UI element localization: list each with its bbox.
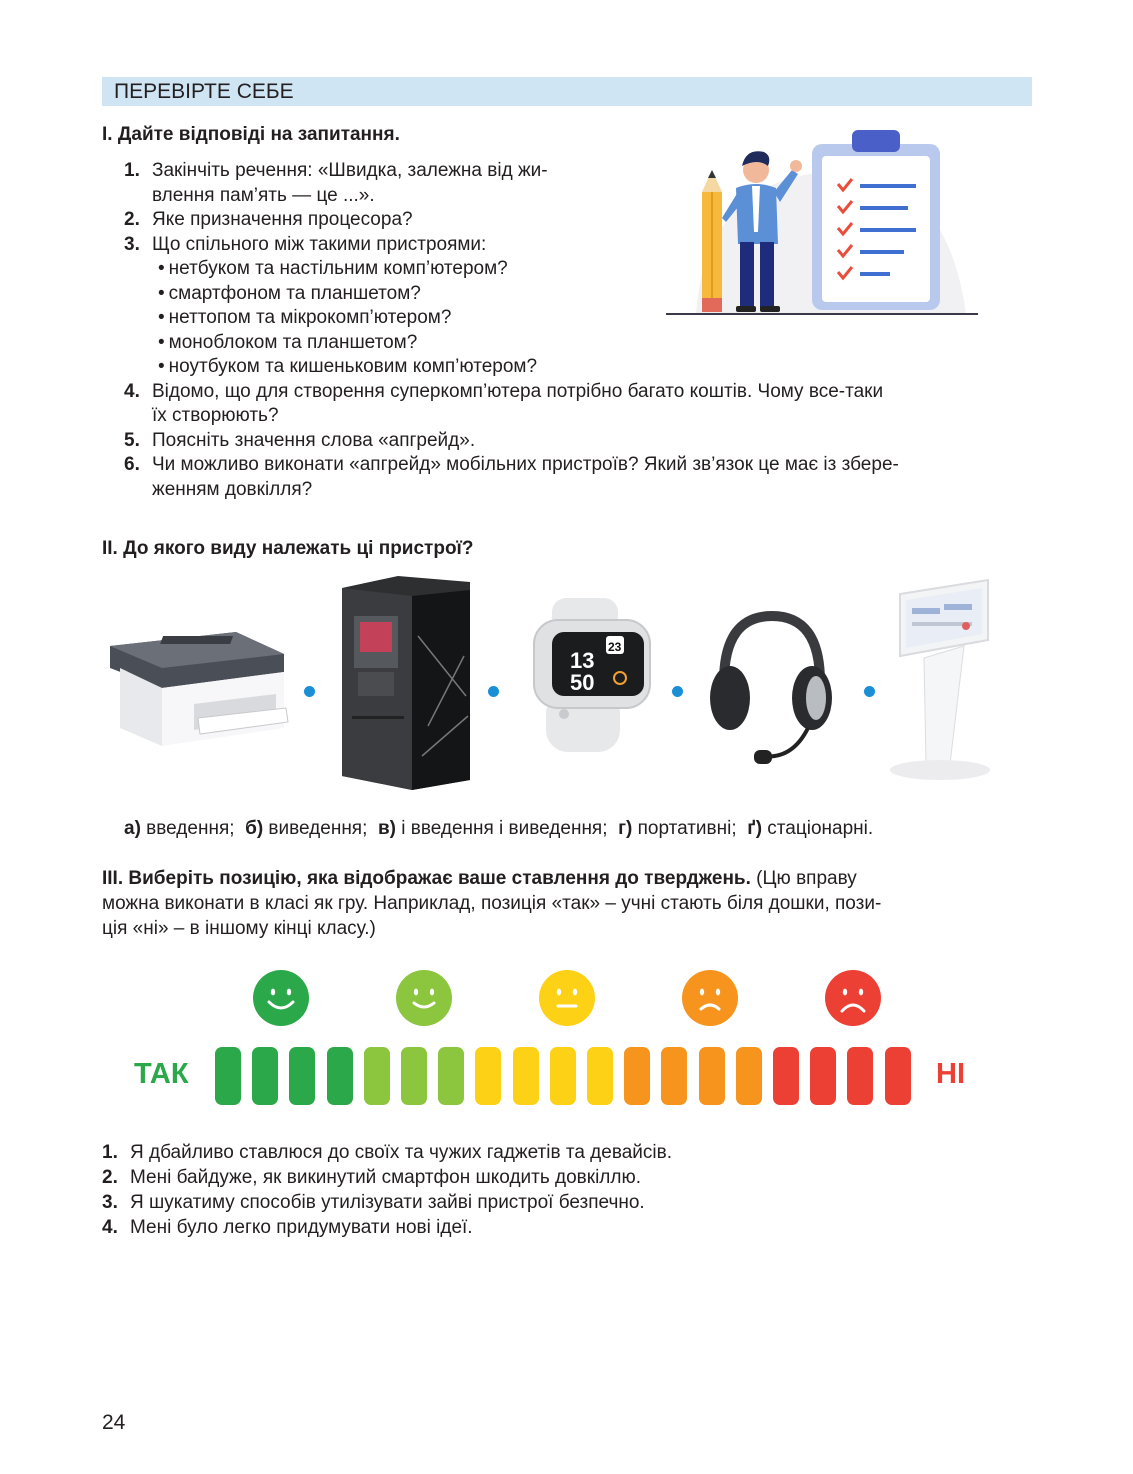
scale-segment [736,1047,762,1105]
scale-segment [847,1047,873,1105]
scale-segment [327,1047,353,1105]
question-line [158,305,451,330]
option-text: портативні; [632,818,748,839]
question-line [124,379,883,404]
question-number: 3. [124,233,140,255]
scale-segment [885,1047,911,1105]
section3-intro-rest: (Цю вправу [750,868,857,889]
scale-segment [661,1047,687,1105]
checklist-illustration [666,122,978,320]
section3-intro-line3: ція «ні» – в іншому кінці класу.) [102,918,376,939]
option-text: стаціонарні. [762,818,874,839]
scale-segment [587,1047,613,1105]
statement-line [102,1140,672,1165]
watch-day: 23 [608,640,622,654]
question-text: Відомо, що для створення суперкомп’ютера потрібно багато коштів. Чому все-таки [152,380,884,402]
watch-hour: 13 [570,648,595,673]
page-number: 24 [102,1411,126,1434]
scale-segment [475,1047,501,1105]
question-line [152,477,312,502]
device-marker-dot [864,686,875,697]
scale-yes-label: ТАК [134,1058,189,1090]
scale-segment [513,1047,539,1105]
question-line [124,207,413,232]
scale-segment [438,1047,464,1105]
question-line [152,403,279,428]
scale-segment [699,1047,725,1105]
statement-text: Я дбайливо ставлюся до своїх та чужих гаджетів та девайсів. [130,1142,672,1163]
question-line [158,330,417,355]
happy-face-icon [396,970,452,1026]
scale-segment [289,1047,315,1105]
question-text: Яке призначення процесора? [152,209,413,230]
very-sad-face-icon [825,970,881,1026]
statement-text: Я шукатиму способів утилізувати зайві пристрої безпечно. [130,1192,645,1213]
question-subitem: • ноутбуком та кишеньковим комп’ютером? [158,356,537,377]
question-number: 6. [124,454,140,475]
very-happy-face-icon [253,970,309,1026]
question-number: 1. [124,160,140,181]
section3-title: III. Виберіть позицію, яка відображає ваше ставлення до тверджень. [102,868,751,889]
option-letter: а) [124,818,141,839]
question-line [124,158,548,183]
headset-image [708,610,836,776]
question-text: їх створюють? [152,405,279,426]
scale-segment [773,1047,799,1105]
question-line [124,232,486,257]
device-marker-dot [672,686,683,697]
question-text: Закінчіть речення: «Швидка, залежна від жи- [152,160,548,181]
question-subitem: • моноблоком та планшетом? [158,332,417,353]
sad-face-icon [682,970,738,1026]
question-text: влення пам’ять — це ...». [152,184,375,206]
atm-kiosk-image [338,576,474,790]
question-line [124,452,899,477]
scale-segment [364,1047,390,1105]
option-text: виведення; [263,818,378,839]
section3-intro-line1 [102,866,857,891]
question-subitem: • смартфоном та планшетом? [158,283,421,304]
device-marker-dot [304,686,315,697]
section-header [102,77,1032,106]
statement-number: 4. [102,1217,118,1238]
question-subitem: • неттопом та мікрокомп’ютером? [158,307,451,328]
scale-segment [624,1047,650,1105]
smartwatch-image [522,596,656,756]
statement-text: Мені було легко придумувати нові ідеї. [130,1217,473,1238]
question-line [158,281,421,306]
question-number: 5. [124,429,140,451]
watch-minute: 50 [570,670,595,695]
statement-line [102,1215,473,1240]
option-letter: в) [377,818,396,839]
scale-segment [401,1047,427,1105]
scale-segment [810,1047,836,1105]
question-text: Чи можливо виконати «апгрейд» мобільних пристроїв? Який зв’язок це має із збере- [152,454,899,475]
question-number: 4. [124,380,140,402]
question-line [158,256,508,281]
option-letter: г) [618,818,633,839]
question-line [152,183,375,208]
option-letter: б) [245,818,264,839]
neutral-face-icon [539,970,595,1026]
question-text: женням довкілля? [152,478,313,500]
statement-line [102,1165,641,1190]
question-text: Поясніть значення слова «апгрейд». [152,429,476,451]
printer-image [106,628,290,750]
section-header-title: ПЕРЕВІРТЕ СЕБЕ [114,80,294,103]
question-line [158,354,537,379]
scale-segment [550,1047,576,1105]
question-subitem: • нетбуком та настільним комп’ютером? [158,258,508,279]
scale-segment [215,1047,241,1105]
device-type-options [124,818,873,840]
scale-segment [252,1047,278,1105]
statement-text: Мені байдуже, як викинутий смартфон шкодить довкіллю. [130,1167,642,1188]
statement-number: 1. [102,1142,118,1163]
section2-title: II. До якого виду належать ці пристрої? [102,538,474,559]
option-text: введення; [140,818,246,839]
option-letter: ґ) [747,818,763,839]
device-marker-dot [488,686,499,697]
statement-line [102,1190,645,1215]
option-text: і введення і виведення; [395,818,619,839]
info-terminal-image [880,576,996,784]
section3-intro-line2: можна виконати в класі як гру. Наприклад, позиція «так» – учні стають біля дошки, пози- [102,893,882,914]
scale-no-label: НІ [936,1058,965,1090]
section1-title: I. Дайте відповіді на запитання. [102,124,400,145]
statement-number: 3. [102,1192,118,1213]
question-text: Що спільного між такими пристроями: [152,233,487,255]
question-number: 2. [124,209,140,230]
statement-number: 2. [102,1167,118,1188]
question-line [124,428,475,453]
